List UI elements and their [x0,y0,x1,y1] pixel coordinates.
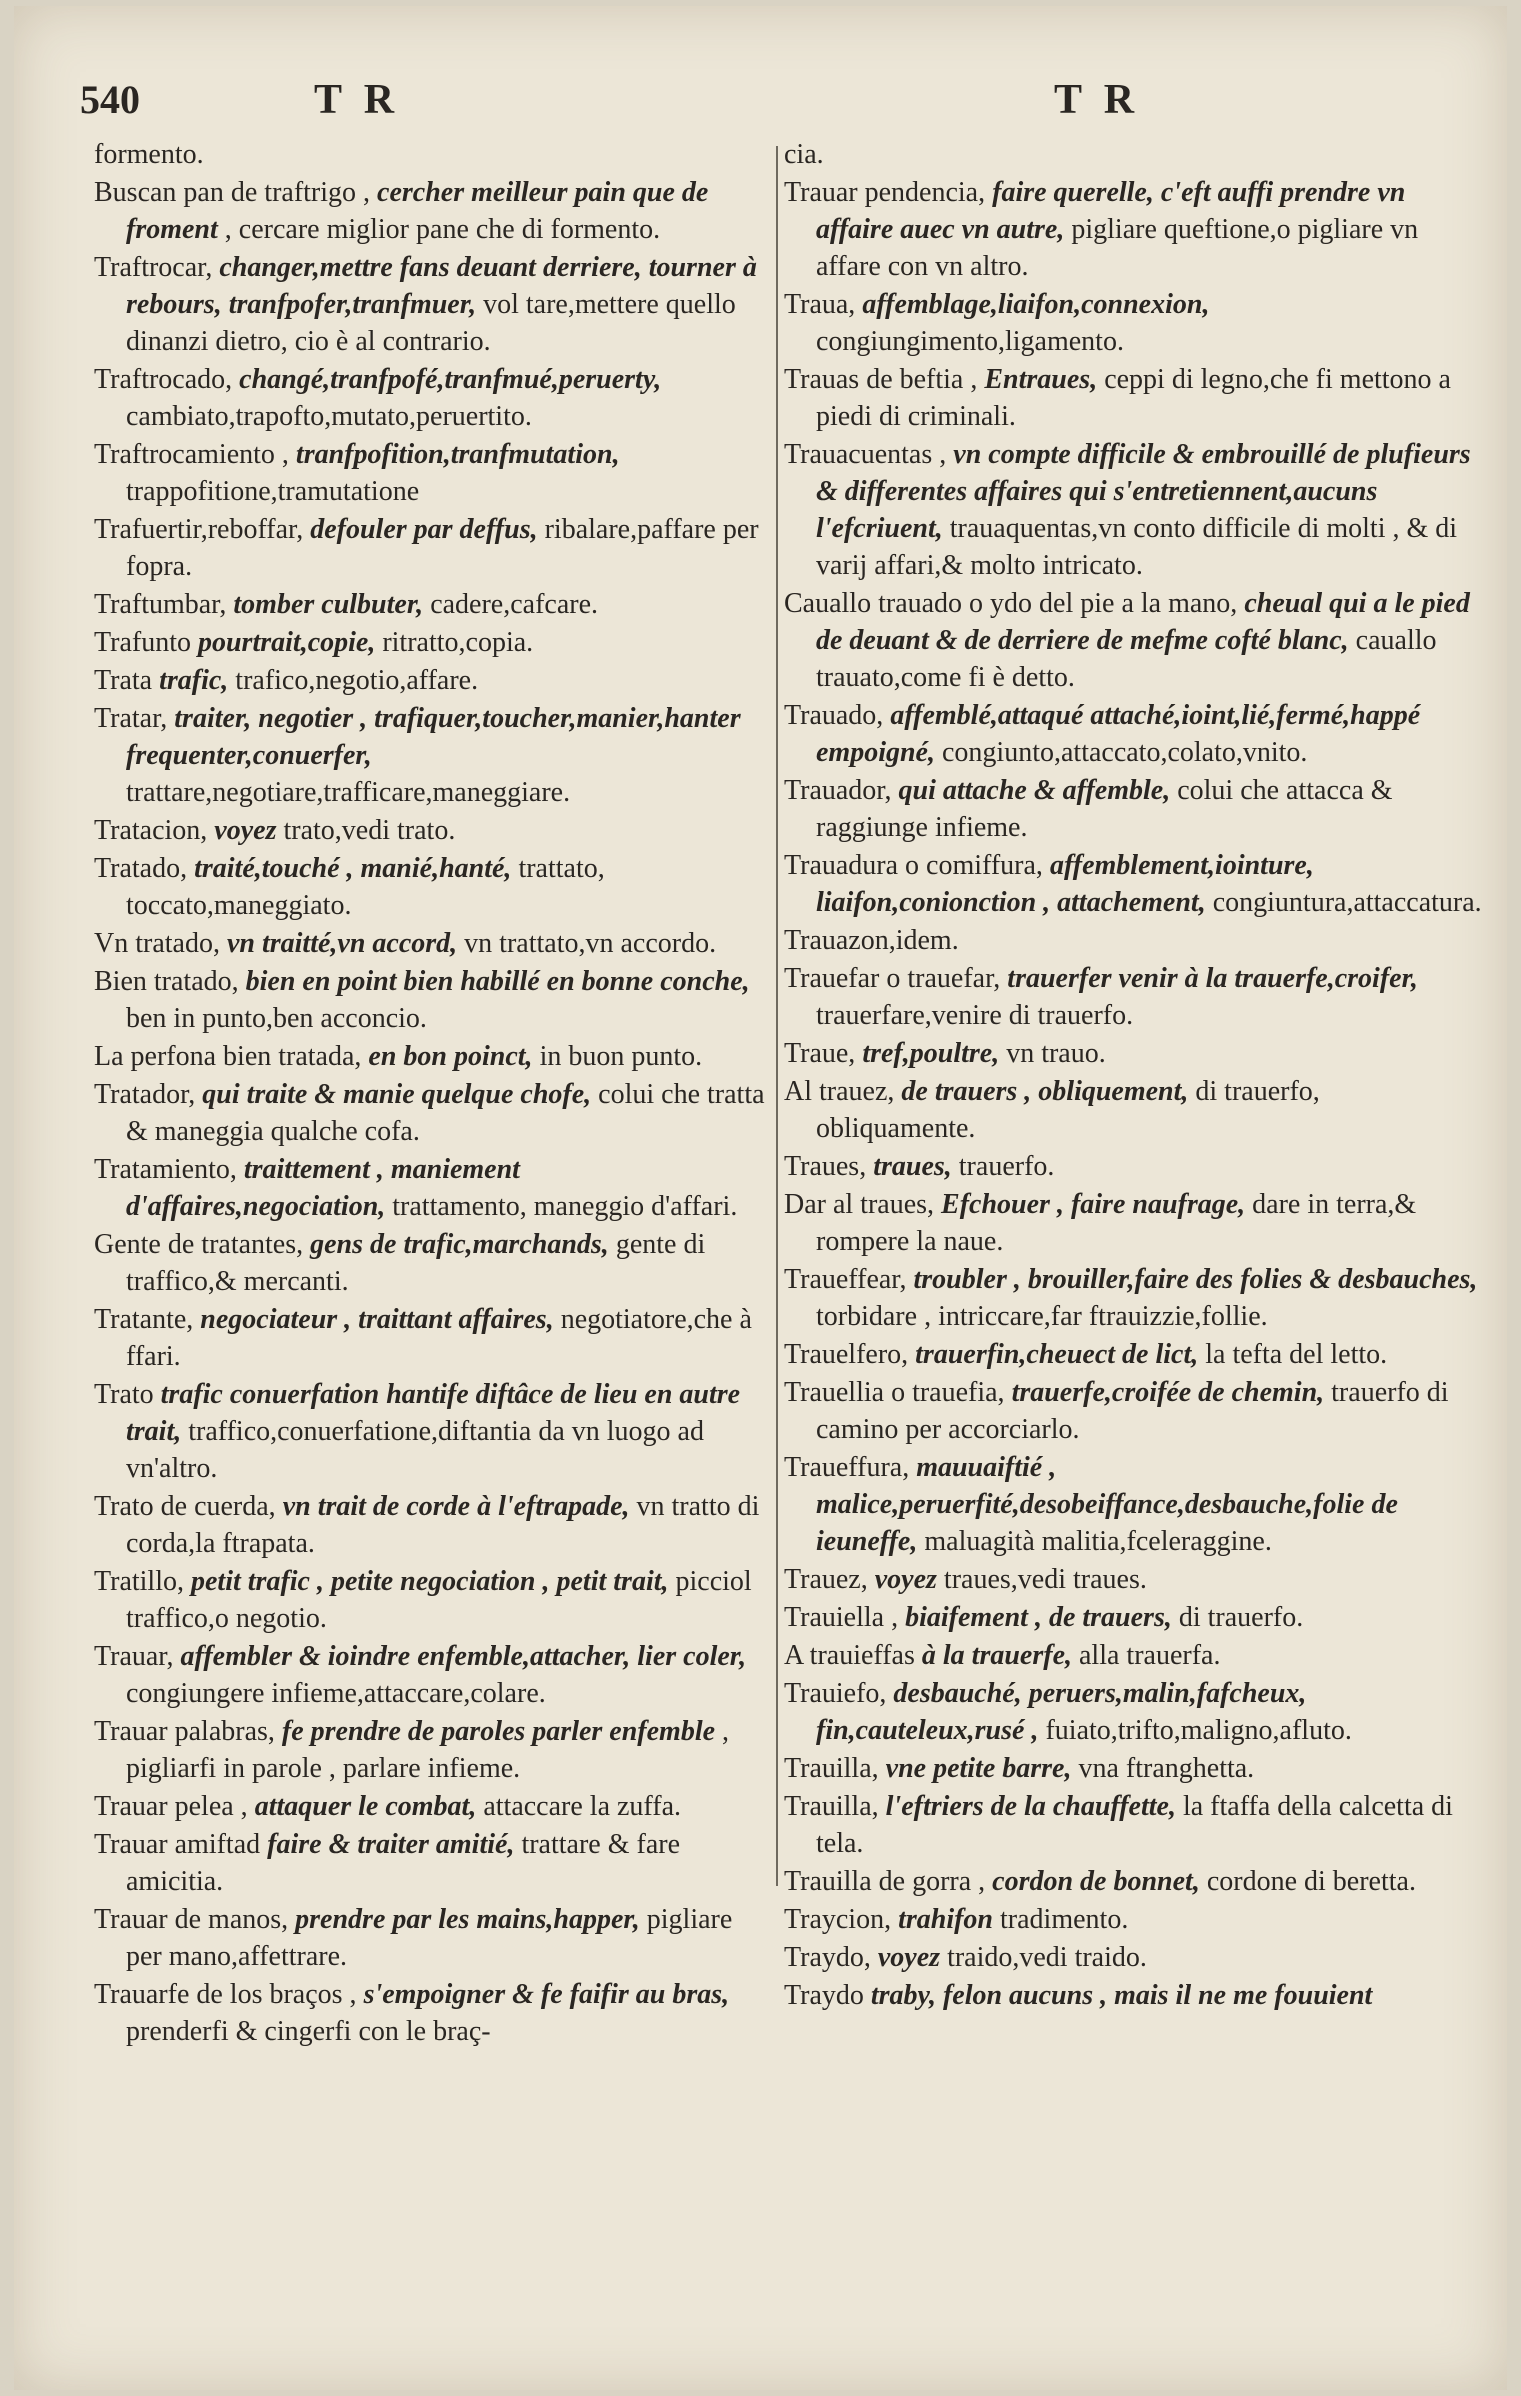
entry-french: vn compte difficile & embrouillé de plufieurs & differentes affaires qui s'entretiennent,aucuns l'efcriuent, [816,439,1471,544]
dictionary-entry [784,1449,1484,1560]
entry-italian: la tefta del letto. [1205,1339,1388,1370]
entry-italian: trauerfo di camino per accorciarlo. [816,1377,1449,1445]
dictionary-entry [94,136,774,173]
dictionary-entry [784,1637,1484,1674]
entry-italian: in buon punto. [539,1041,703,1072]
entry-headword: Trauadura o comiffura, [784,850,1050,881]
entry-headword: Vn tratado, [94,928,227,959]
dictionary-entry [94,1713,774,1787]
dictionary-entry [784,1336,1484,1373]
dictionary-entry [784,1073,1484,1147]
entry-french: vne petite barre, [885,1753,1079,1784]
entry-headword: Buscan pan de traftrigo , [94,177,378,208]
entry-headword: Trauarfe de los braços , [94,1979,364,2010]
entry-italian: congiunto,attaccato,colato,vnito. [942,737,1308,768]
dictionary-entry [94,925,774,962]
entry-italian: colui che attacca & raggiunge infieme. [816,775,1393,843]
entry-french: affemblé,attaqué attaché,ioint,lié,fermé,happé empoigné, [816,700,1421,768]
entry-italian: di trauerfo, obliquamente. [816,1076,1320,1144]
dictionary-entry [94,1826,774,1900]
entry-italian: trattato, toccato,maneggiato. [126,853,605,921]
dictionary-entry [784,436,1484,584]
entry-headword: formento. [94,139,204,170]
dictionary-entry [94,361,774,435]
entry-headword: Traftrocado, [94,364,240,395]
dictionary-entry [784,174,1484,285]
entry-italian: cambiato,trapofto,mutato,peruertito. [126,401,532,432]
entry-headword: Trata [94,665,160,696]
entry-headword: cia. [784,139,824,170]
entry-headword: Tratamiento, [94,1154,244,1185]
entry-french: à la trauerfe, [921,1640,1079,1671]
entry-headword: Traydo [784,1980,871,2011]
entry-headword: Trauefar o trauefar, [784,963,1008,994]
entry-french: traité,touché , manié,hanté, [194,853,519,884]
dictionary-entry [94,1638,774,1712]
entry-headword: Trauilla, [784,1753,886,1784]
dictionary-entry [94,1076,774,1150]
entry-headword: Cauallo trauado o ydo del pie a la mano, [784,588,1245,619]
entry-headword: Al trauez, [784,1076,902,1107]
dictionary-entry [784,1035,1484,1072]
entry-headword: Trafunto [94,627,198,658]
dictionary-entry [784,585,1484,696]
entry-italian: cauallo trauato,come fi è detto. [816,625,1437,693]
entry-italian: traffico,conuerfatione,diftantia da vn luogo ad vn'altro. [126,1416,704,1484]
entry-headword: Trauez, [784,1564,875,1595]
entry-italian: trappofitione,tramutatione [126,476,420,507]
entry-french: tref,poultre, [862,1038,1007,1069]
entry-french: affemblement,iointure, liaifon,conionction , attachement, [816,850,1314,918]
dictionary-entry [784,1939,1484,1976]
entry-french: gens de trafic,marchands, [310,1229,616,1260]
entry-french: traby, felon aucuns , mais il ne me fouuient [870,1980,1373,2011]
dictionary-entry [94,249,774,360]
entry-french: prendre par les mains,happer, [295,1904,647,1935]
dictionary-entry [94,1226,774,1300]
entry-french: faire & traiter amitié, [267,1829,522,1860]
entry-french: bien en point bien habillé en bonne conche, [245,966,750,997]
entry-headword: Tratador, [94,1079,203,1110]
dictionary-entry [94,1376,774,1487]
left-column [94,136,774,2051]
entry-headword: Trauar, [94,1641,181,1672]
entry-headword: Traueffear, [784,1264,914,1295]
entry-italian: congiungimento,ligamento. [816,326,1124,357]
entry-headword: Trauas de beftia , [784,364,985,395]
entry-italian: negotiatore,che à ffari. [126,1304,752,1372]
entry-italian: trattamento, maneggio d'affari. [392,1191,738,1222]
dictionary-entry [784,922,1484,959]
dictionary-entry [94,700,774,811]
dictionary-entry [784,960,1484,1034]
dictionary-entry [94,586,774,623]
dictionary-entry [94,511,774,585]
entry-italian: traues,vedi traues. [943,1564,1147,1595]
entry-headword: Trauellia o trauefia, [784,1377,1012,1408]
entry-headword: Gente de tratantes, [94,1229,311,1260]
entry-headword: Trauilla de gorra , [784,1866,993,1897]
dictionary-entry [784,1261,1484,1335]
dictionary-entry [94,624,774,661]
entry-italian: vn trauo. [1006,1038,1106,1069]
entry-headword: Trauado, [784,700,891,731]
entry-french: affemblage,liaifon,connexion, [862,289,1210,320]
entry-italian: gente di traffico,& mercanti. [126,1229,706,1297]
entry-italian: ceppi di legno,che fi mettono a piedi di criminali. [816,364,1451,432]
left-running-head: T R [314,77,401,123]
page-number: 540 [80,77,140,122]
entry-french: cheual qui a le pied de deuant & de derriere de mefme cofté blanc, [816,588,1470,656]
entry-french: pourtrait,copie, [197,627,383,658]
page-header [14,76,1507,136]
entry-french: trauerfer venir à la trauerfe,croifer, [1007,963,1418,994]
entry-french: voyez [874,1564,944,1595]
dictionary-entry [784,1148,1484,1185]
entry-italian: trauerfo. [958,1151,1055,1182]
entry-french: traues, [873,1151,959,1182]
entry-italian: la ftaffa della calcetta di tela. [816,1791,1453,1859]
entry-headword: Trauar de manos, [94,1904,296,1935]
dictionary-entry [784,136,1484,173]
dictionary-entry [94,1038,774,1075]
entry-french: traiter, negotier , trafiquer,toucher,manier,hanter frequenter,conuerfer, [126,703,741,771]
entry-french: trauerfin,cheuect de lict, [915,1339,1206,1370]
entry-italian: traido,vedi traido. [947,1942,1147,1973]
entry-italian: ribalare,paffare per fopra. [126,514,759,582]
entry-italian: alla trauerfa. [1079,1640,1221,1671]
entry-italian: attaccare la zuffa. [483,1791,681,1822]
entry-french: l'eftriers de la chauffette, [885,1791,1183,1822]
entry-french: Efchouer , faire naufrage, [941,1189,1253,1220]
entry-french: faire querelle, c'eft auffi prendre vn affaire auec vn autre, [816,177,1406,245]
entry-french: vn trait de corde à l'eftrapade, [282,1491,637,1522]
dictionary-entry [94,1563,774,1637]
entry-headword: Trauar pendencia, [784,177,993,208]
dictionary-entry [94,812,774,849]
dictionary-entry [94,1976,774,2050]
entry-french: traittement , maniement d'affaires,negociation, [126,1154,520,1222]
entry-italian: di trauerfo. [1178,1602,1304,1633]
dictionary-entry [784,1599,1484,1636]
right-column [784,136,1484,2015]
entry-italian: pigliare per mano,affettrare. [126,1904,733,1972]
dictionary-entry [784,1863,1484,1900]
entry-headword: Bien tratado, [94,966,246,997]
entry-italian: fuiato,trifto,maligno,afluto. [1045,1715,1352,1746]
dictionary-entry [784,1675,1484,1749]
entry-french: defouler par deffus, [310,514,545,545]
entry-french: petit trafic , petite negociation , petit trait, [191,1566,676,1597]
entry-french: qui attache & affemble, [898,775,1178,806]
entry-french: voyez [214,815,284,846]
entry-french: s'empoigner & fe faifir au bras, [363,1979,730,2010]
dictionary-entry [94,174,774,248]
dictionary-entry [784,286,1484,360]
dictionary-entry [784,847,1484,921]
entry-french: fe prendre de paroles parler enfemble [281,1716,723,1747]
entry-french: de trauers , obliquement, [901,1076,1196,1107]
entry-french: affembler & ioindre enfemble,attacher, lier coler, [180,1641,747,1672]
entry-italian: vol tare,mettere quello dinanzi dietro, cio è al contrario. [126,289,736,357]
entry-french: troubler , brouiller,faire des folies & desbauches, [913,1264,1478,1295]
entry-french: en bon poinct, [368,1041,540,1072]
entry-italian: maluagità malitia,fceleraggine. [924,1526,1272,1557]
entry-french: desbauché, peruers,malin,fafcheux, fin,cauteleux,rusé , [816,1678,1307,1746]
dictionary-entry [94,436,774,510]
entry-french: cercher meilleur pain que de froment [126,177,709,245]
entry-italian: trauerfare,venire di trauerfo. [816,1000,1134,1031]
entry-headword: Traueffura, [784,1452,917,1483]
entry-headword: Trauador, [784,775,899,806]
entry-french: trauerfe,croifée de chemin, [1011,1377,1332,1408]
entry-headword: Trauar amiftad [94,1829,268,1860]
entry-headword: Tratillo, [94,1566,191,1597]
entry-french: vn traitté,vn accord, [226,928,465,959]
entry-french: changer,mettre fans deuant derriere, tourner à rebours, tranfpofer,tranfmuer, [126,252,757,320]
entry-headword: Traftrocamiento , [94,439,296,470]
entry-headword: Trauelfero, [784,1339,916,1370]
entry-italian: cordone di beretta. [1206,1866,1416,1897]
entry-french: trafic conuerfation hantife diftâce de lieu en autre trait, [126,1379,741,1447]
entry-headword: Tratado, [94,853,195,884]
entry-italian: tradimento. [1000,1904,1129,1935]
entry-italian: congiuntura,attaccatura. [1212,887,1482,918]
entry-italian: , cercare miglior pane che di formento. [224,214,661,245]
entry-headword: Traue, [784,1038,863,1069]
entry-headword: La perfona bien tratada, [94,1041,369,1072]
dictionary-entry [94,1151,774,1225]
dictionary-entry [94,850,774,924]
entry-headword: Traycion, [784,1904,899,1935]
dictionary-entry [784,1788,1484,1862]
entry-french: trahifon [898,1904,1001,1935]
entry-headword: Tratacion, [94,815,215,846]
entry-headword: Tratar, [94,703,175,734]
entry-french: cordon de bonnet, [992,1866,1207,1897]
entry-italian: vn trattato,vn accordo. [464,928,717,959]
dictionary-entry [784,1977,1484,2014]
entry-italian: cadere,cafcare. [430,589,599,620]
entry-italian: prenderfi & cingerfi con le braç- [126,2016,491,2047]
entry-headword: A trauieffas [784,1640,922,1671]
entry-french: tranfpofition,tranfmutation, [295,439,620,470]
entry-headword: Trauiella , [784,1602,906,1633]
entry-headword: Traftrocar, [94,252,220,283]
entry-italian: vn tratto di corda,la ftrapata. [126,1491,760,1559]
entry-french: negociateur , traittant affaires, [200,1304,561,1335]
entry-french: mauuaiftié , malice,peruerfité,desobeiffance,desbauche,folie de ieuneffe, [816,1452,1398,1557]
entry-french: attaquer le combat, [254,1791,484,1822]
entry-french: trafic, [159,665,236,696]
entry-headword: Trauilla, [784,1791,886,1822]
dictionary-entry [784,1901,1484,1938]
dictionary-entry [784,1561,1484,1598]
dictionary-entry [784,697,1484,771]
entry-french: changé,tranfpofé,tranfmué,peruerty, [239,364,662,395]
entry-headword: Trato de cuerda, [94,1491,283,1522]
entry-italian: trattare & fare amicitia. [126,1829,681,1897]
dictionary-entry [784,1374,1484,1448]
entry-headword: Traua, [784,289,863,320]
entry-headword: Traydo, [784,1942,878,1973]
entry-headword: Trauazon,idem. [784,925,959,956]
dictionary-entry [94,1901,774,1975]
entry-italian: ben in punto,ben acconcio. [126,1003,427,1034]
entry-italian: colui che tratta & maneggia qualche cofa. [126,1079,765,1147]
entry-italian: congiungere infieme,attaccare,colare. [126,1678,546,1709]
entry-italian: ritratto,copia. [382,627,534,658]
entry-headword: Trauar palabras, [94,1716,282,1747]
entry-headword: Trato [94,1379,161,1410]
entry-headword: Dar al traues, [784,1189,942,1220]
entry-headword: Trafuertir,reboffar, [94,514,311,545]
entry-french: qui traite & manie quelque chofe, [202,1079,599,1110]
dictionary-entry [94,1488,774,1562]
entry-headword: Traftumbar, [94,589,234,620]
entry-italian: picciol traffico,o negotio. [126,1566,752,1634]
entry-french: biaifement , de trauers, [905,1602,1179,1633]
dictionary-entry [784,1750,1484,1787]
entry-headword: Trauar pelea , [94,1791,255,1822]
dictionary-entry [94,963,774,1037]
entry-italian: vna ftranghetta. [1078,1753,1255,1784]
entry-headword: Traues, [784,1151,874,1182]
column-divider [776,146,778,1886]
dictionary-page [14,6,1507,2390]
entry-french: Entraues, [984,364,1105,395]
entry-italian: trato,vedi trato. [283,815,456,846]
entry-headword: Tratante, [94,1304,201,1335]
entry-french: voyez [877,1942,948,1973]
entry-italian: torbidare , intriccare,far ftrauizzie,follie. [816,1301,1268,1332]
entry-french: tomber culbuter, [233,589,431,620]
entry-italian: trauaquentas,vn conto difficile di molti , & di varij affari,& molto intricato. [816,513,1458,581]
entry-italian: dare in terra,& rompere la naue. [816,1189,1417,1257]
entry-italian: , pigliarfi in parole , parlare infieme. [126,1716,730,1784]
dictionary-entry [784,361,1484,435]
dictionary-entry [94,662,774,699]
right-running-head: T R [1054,77,1141,123]
entry-italian: trattare,negotiare,trafficare,maneggiare. [126,777,571,808]
dictionary-entry [94,1301,774,1375]
dictionary-entry [94,1788,774,1825]
dictionary-entry [784,772,1484,846]
entry-italian: pigliare queftione,o pigliare vn affare con vn altro. [816,214,1419,282]
entry-headword: Trauacuentas , [784,439,954,470]
entry-italian: trafico,negotio,affare. [235,665,479,696]
entry-headword: Trauiefo, [784,1678,894,1709]
dictionary-entry [784,1186,1484,1260]
